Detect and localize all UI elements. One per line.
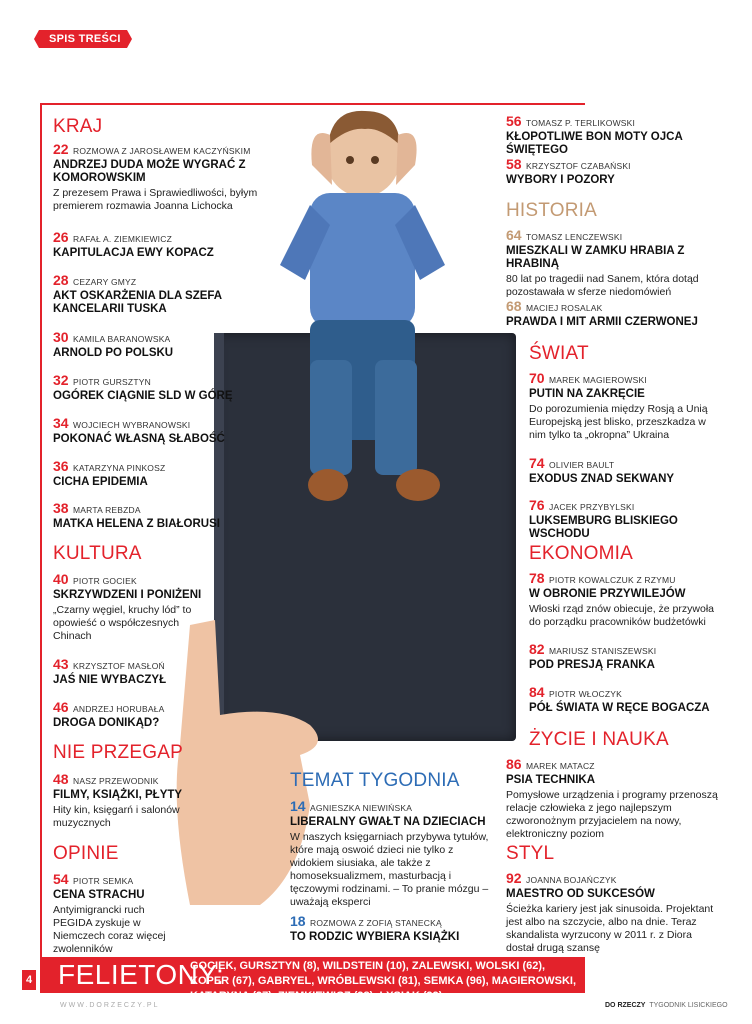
entry-26[interactable]: 26 RAFAŁ A. ZIEMKIEWICZ KAPITULACJA EWY KOPACZ bbox=[53, 229, 214, 259]
section-historia: HISTORIA bbox=[506, 200, 597, 221]
section-kultura: KULTURA bbox=[53, 543, 142, 564]
section-opinie: OPINIE bbox=[53, 843, 119, 864]
footer-brand-sub: TYGODNIK LISICKIEGO bbox=[649, 1002, 728, 1009]
entry-36[interactable]: 36 KATARZYNA PINKOSZ CICHA EPIDEMIA bbox=[53, 458, 166, 488]
child-figure bbox=[280, 111, 445, 501]
felietony-list[interactable]: GOCIEK, GURSZTYN (8), WILDSTEIN (10), ZALEWSKI, WOLSKI (62), KOPER (67), GABRYEL, WRÓBLEWSKI (81), SEMKA (96), MAGIEROWSKI, KATARYNA (97), ZIEMKIEWICZ (98), ŁYSIAK (99) bbox=[190, 960, 577, 1002]
entry-76[interactable]: 76 JACEK PRZYBYLSKI LUKSEMBURG BLISKIEGO WSCHODU bbox=[529, 497, 678, 540]
entry-86[interactable]: 86 MAREK MATACZ PSIA TECHNIKA Pomysłowe urządzenia i programy przenoszą relacje człowieka z jego najlepszym czworonożnym przyjacielem na nowy, elektroniczny poziom bbox=[506, 756, 718, 840]
section-temat-tygodnia: TEMAT TYGODNIA bbox=[290, 770, 460, 791]
entry-30[interactable]: 30 KAMILA BARANOWSKA ARNOLD PO POLSKU bbox=[53, 329, 174, 359]
entry-64[interactable]: 64 TOMASZ LENCZEWSKI MIESZKALI W ZAMKU HRABIA Z HRABINĄ 80 lat po tragedii nad Sanem, która dotąd pozostawała w sferze niedomówień bbox=[506, 227, 699, 298]
entry-34[interactable]: 34 WOJCIECH WYBRANOWSKI POKONAĆ WŁASNĄ SŁABOŚĆ bbox=[53, 415, 225, 445]
entry-74[interactable]: 74 OLIVIER BAULT EXODUS ZNAD SEKWANY bbox=[529, 455, 675, 485]
entry-43[interactable]: 43 KRZYSZTOF MASŁOŃ JAŚ NIE WYBACZYŁ bbox=[53, 656, 167, 686]
entry-32[interactable]: 32 PIOTR GURSZTYN OGÓREK CIĄGNIE SLD W GÓRĘ bbox=[53, 372, 233, 402]
entry-68[interactable]: 68 MACIEJ ROSALAK PRAWDA I MIT ARMII CZERWONEJ bbox=[506, 298, 698, 328]
section-styl: STYL bbox=[506, 843, 555, 864]
entry-54[interactable]: 54 PIOTR SEMKA CENA STRACHU Antyimigrancki ruch PEGIDA zyskuje w Niemczech coraz więcej zwolenników bbox=[53, 871, 166, 955]
section-tag: SPIS TREŚCI bbox=[39, 30, 127, 48]
entry-38[interactable]: 38 MARTA REBZDA MATKA HELENA Z BIAŁORUSI bbox=[53, 500, 220, 530]
section-zycie-i-nauka: ŻYCIE I NAUKA bbox=[529, 729, 669, 750]
entry-40[interactable]: 40 PIOTR GOCIEK SKRZYWDZENI I PONIŻENI „Czarny węgiel, kruchy lód” to opowieść o współczesnych Chinach bbox=[53, 571, 202, 642]
footer-brand bbox=[605, 1002, 728, 1009]
entry-46[interactable]: 46 ANDRZEJ HORUBAŁA DROGA DONIKĄD? bbox=[53, 699, 165, 729]
section-nie-przegap: NIE PRZEGAP bbox=[53, 742, 183, 763]
entry-82[interactable]: 82 MARIUSZ STANISZEWSKI POD PRESJĄ FRANKA bbox=[529, 641, 657, 671]
footer-brand-name: DO RZECZY bbox=[605, 1002, 646, 1009]
entry-84[interactable]: 84 PIOTR WŁOCZYK PÓŁ ŚWIATA W RĘCE BOGACZA bbox=[529, 684, 710, 714]
felietony-label: FELIETONY: bbox=[58, 959, 225, 990]
page-number: 4 bbox=[22, 970, 36, 990]
section-swiat: ŚWIAT bbox=[529, 343, 589, 364]
entry-18[interactable]: 18 ROZMOWA Z ZOFIĄ STANECKĄ TO RODZIC WYBIERA KSIĄŻKI bbox=[290, 913, 460, 943]
entry-78[interactable]: 78 PIOTR KOWALCZUK Z RZYMU W OBRONIE PRZYWILEJÓW Włoski rząd znów obiecuje, że przywoła do porządku pracowników budżetówki bbox=[529, 570, 714, 628]
frame-left-line bbox=[40, 103, 42, 993]
entry-48[interactable]: 48 NASZ PRZEWODNIK FILMY, KSIĄŻKI, PŁYTY Hity kin, księgarń i salonów muzycznych bbox=[53, 771, 183, 829]
entry-92[interactable]: 92 JOANNA BOJAŃCZYK MAESTRO OD SUKCESÓW Ścieżka kariery jest jak sinusoida. Projektant jest albo na szczycie, albo na dnie. Teraz skandalista wyrzucony w 2011 r. z Diora dostał drugą szansę bbox=[506, 870, 714, 954]
section-kraj: KRAJ bbox=[53, 116, 103, 137]
entry-14[interactable]: 14 AGNIESZKA NIEWIŃSKA LIBERALNY GWAŁT NA DZIECIACH W naszych księgarniach przybywa tytułów, które mają oswoić dzieci nie tylko z widokiem siusiaka, ale także z homoseksualizmem, masturbacją i tęczowymi rodzinami. – To pranie mózgu – uważają eksperci bbox=[290, 798, 489, 908]
entry-28[interactable]: 28 CEZARY GMYZ AKT OSKARŻENIA DLA SZEFA KANCELARII TUSKA bbox=[53, 272, 222, 315]
entry-22[interactable]: 22 ROZMOWA Z JAROSŁAWEM KACZYŃSKIM ANDRZEJ DUDA MOŻE WYGRAĆ Z KOMOROWSKIM Z prezesem Prawa i Sprawiedliwości, byłym premierem rozmawia Joanna Lichocka bbox=[53, 141, 258, 212]
section-ekonomia: EKONOMIA bbox=[529, 543, 634, 564]
footer-url[interactable]: WWW.DORZECZY.PL bbox=[60, 1002, 160, 1009]
entry-56[interactable]: 56 TOMASZ P. TERLIKOWSKI KŁOPOTLIWE BON MOTY OJCA ŚWIĘTEGO bbox=[506, 113, 683, 156]
entry-58[interactable]: 58 KRZYSZTOF CZABAŃSKI WYBORY I POZORY bbox=[506, 156, 631, 186]
entry-70[interactable]: 70 MAREK MAGIEROWSKI PUTIN NA ZAKRĘCIE Do porozumienia między Rosją a Unią Europejską jest blisko, przeszkadza w nim tylko ta „okropna” Ukraina bbox=[529, 370, 708, 441]
